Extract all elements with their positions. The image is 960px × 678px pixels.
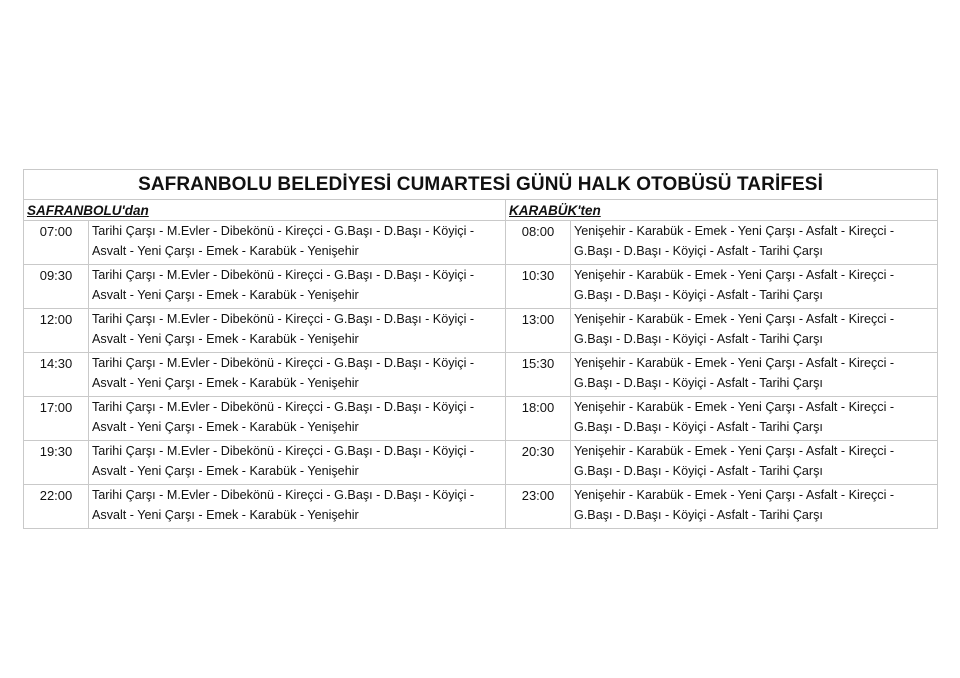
left-route-stops (89, 353, 506, 397)
route-text-line: Asvalt - Yeni Çarşı - Emek - Karabük - Yenişehir (92, 332, 359, 346)
title-row (24, 170, 938, 200)
route-text-line: Tarihi Çarşı - M.Evler - Dibekönü - Kireçci - G.Başı - D.Başı - Köyiçi - (92, 356, 475, 370)
right-direction-header: KARABÜK'ten (506, 200, 938, 221)
left-departure-time: 22:00 (24, 485, 89, 529)
route-text-line: Tarihi Çarşı - M.Evler - Dibekönü - Kireçci - G.Başı - D.Başı - Köyiçi - (92, 444, 475, 458)
route-text-line: Yenişehir - Karabük - Emek - Yeni Çarşı - Asfalt - Kireçci - (574, 356, 895, 370)
schedule-row (24, 397, 938, 441)
right-route-stops (571, 485, 938, 529)
right-route-stops (571, 265, 938, 309)
left-departure-time: 17:00 (24, 397, 89, 441)
route-text-line: G.Başı - D.Başı - Köyiçi - Asfalt - Tarihi Çarşı (574, 288, 823, 302)
left-departure-time: 09:30 (24, 265, 89, 309)
right-departure-time: 18:00 (506, 397, 571, 441)
schedule-row (24, 221, 938, 265)
right-route-stops (571, 397, 938, 441)
route-text-line: Asvalt - Yeni Çarşı - Emek - Karabük - Yenişehir (92, 376, 359, 390)
route-text-line: G.Başı - D.Başı - Köyiçi - Asfalt - Tarihi Çarşı (574, 376, 823, 390)
route-text-line: Yenişehir - Karabük - Emek - Yeni Çarşı - Asfalt - Kireçci - (574, 444, 895, 458)
schedule-row (24, 353, 938, 397)
left-route-stops (89, 397, 506, 441)
left-departure-time: 07:00 (24, 221, 89, 265)
route-text-line: Asvalt - Yeni Çarşı - Emek - Karabük - Yenişehir (92, 508, 359, 522)
route-text-line: Tarihi Çarşı - M.Evler - Dibekönü - Kireçci - G.Başı - D.Başı - Köyiçi - (92, 224, 475, 238)
route-text-line: Tarihi Çarşı - M.Evler - Dibekönü - Kireçci - G.Başı - D.Başı - Köyiçi - (92, 312, 475, 326)
direction-header-row (24, 200, 938, 221)
right-departure-time: 15:30 (506, 353, 571, 397)
left-route-stops (89, 485, 506, 529)
schedule-row (24, 265, 938, 309)
schedule-row (24, 309, 938, 353)
route-text-line: Asvalt - Yeni Çarşı - Emek - Karabük - Yenişehir (92, 420, 359, 434)
left-route-stops (89, 221, 506, 265)
route-text-line: Tarihi Çarşı - M.Evler - Dibekönü - Kireçci - G.Başı - D.Başı - Köyiçi - (92, 400, 475, 414)
right-route-stops (571, 353, 938, 397)
right-route-stops (571, 221, 938, 265)
left-departure-time: 19:30 (24, 441, 89, 485)
bus-schedule-table (23, 169, 938, 529)
route-text-line: Tarihi Çarşı - M.Evler - Dibekönü - Kireçci - G.Başı - D.Başı - Köyiçi - (92, 488, 475, 502)
route-text-line: Yenişehir - Karabük - Emek - Yeni Çarşı - Asfalt - Kireçci - (574, 488, 895, 502)
route-text-line: Tarihi Çarşı - M.Evler - Dibekönü - Kireçci - G.Başı - D.Başı - Köyiçi - (92, 268, 475, 282)
left-departure-time: 12:00 (24, 309, 89, 353)
schedule-row (24, 485, 938, 529)
left-direction-header: SAFRANBOLU'dan (24, 200, 506, 221)
route-text-line: Asvalt - Yeni Çarşı - Emek - Karabük - Yenişehir (92, 244, 359, 258)
route-text-line: G.Başı - D.Başı - Köyiçi - Asfalt - Tarihi Çarşı (574, 244, 823, 258)
left-route-stops (89, 441, 506, 485)
route-text-line: Yenişehir - Karabük - Emek - Yeni Çarşı - Asfalt - Kireçci - (574, 312, 895, 326)
left-route-stops (89, 309, 506, 353)
route-text-line: Asvalt - Yeni Çarşı - Emek - Karabük - Yenişehir (92, 464, 359, 478)
route-text-line: Yenişehir - Karabük - Emek - Yeni Çarşı - Asfalt - Kireçci - (574, 224, 895, 238)
route-text-line: Yenişehir - Karabük - Emek - Yeni Çarşı - Asfalt - Kireçci - (574, 400, 895, 414)
page-title: SAFRANBOLU BELEDİYESİ CUMARTESİ GÜNÜ HALK OTOBÜSÜ TARİFESİ (24, 170, 938, 200)
route-text-line: G.Başı - D.Başı - Köyiçi - Asfalt - Tarihi Çarşı (574, 508, 823, 522)
route-text-line: G.Başı - D.Başı - Köyiçi - Asfalt - Tarihi Çarşı (574, 420, 823, 434)
schedule-row (24, 441, 938, 485)
right-departure-time: 23:00 (506, 485, 571, 529)
right-route-stops (571, 309, 938, 353)
right-departure-time: 08:00 (506, 221, 571, 265)
right-departure-time: 20:30 (506, 441, 571, 485)
route-text-line: Yenişehir - Karabük - Emek - Yeni Çarşı - Asfalt - Kireçci - (574, 268, 895, 282)
route-text-line: Asvalt - Yeni Çarşı - Emek - Karabük - Yenişehir (92, 288, 359, 302)
right-departure-time: 10:30 (506, 265, 571, 309)
right-route-stops (571, 441, 938, 485)
route-text-line: G.Başı - D.Başı - Köyiçi - Asfalt - Tarihi Çarşı (574, 464, 823, 478)
left-departure-time: 14:30 (24, 353, 89, 397)
route-text-line: G.Başı - D.Başı - Köyiçi - Asfalt - Tarihi Çarşı (574, 332, 823, 346)
left-route-stops (89, 265, 506, 309)
right-departure-time: 13:00 (506, 309, 571, 353)
